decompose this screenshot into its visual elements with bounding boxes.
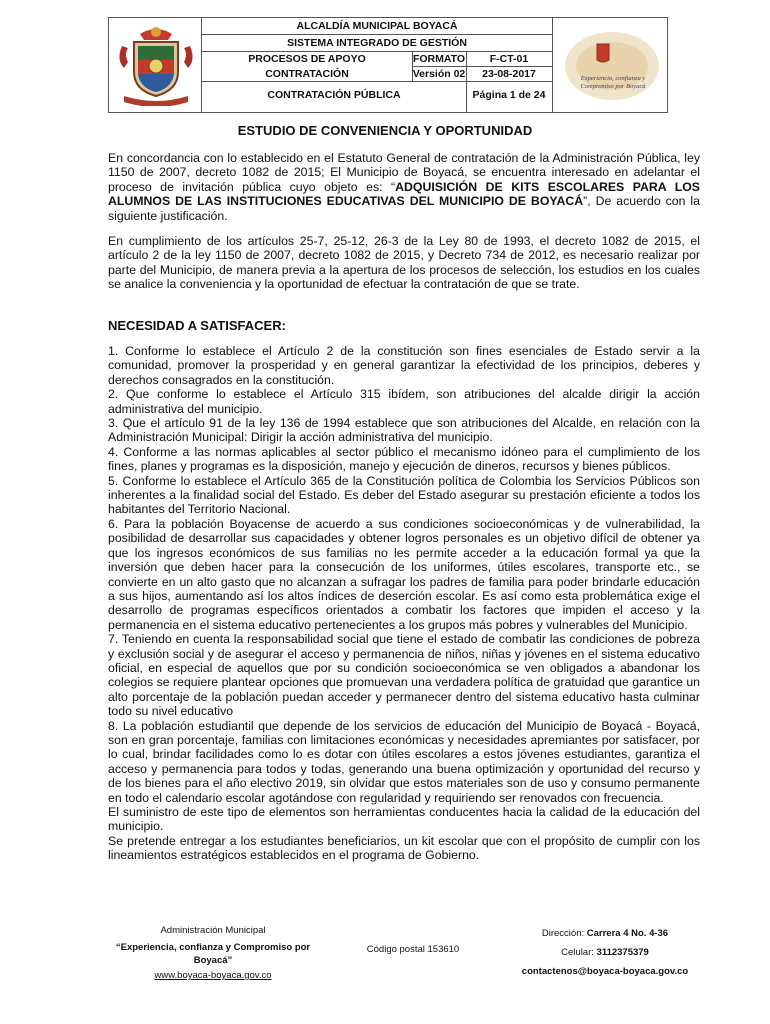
subarea-label: CONTRATACIÓN PÚBLICA	[267, 89, 401, 101]
intro-paragraph	[108, 151, 700, 223]
footer-email[interactable]: contactenos@boyaca-boyaca.gov.co	[521, 966, 689, 977]
header-table	[201, 18, 553, 112]
footer-address	[510, 924, 700, 943]
process-label: PROCESOS DE APOYO	[248, 53, 366, 65]
address-label: Dirección:	[541, 928, 587, 939]
address-value: Carrera 4 No. 4-36	[586, 928, 669, 939]
format-date: 23-08-2017	[482, 68, 536, 80]
system-name: SISTEMA INTEGRADO DE GESTIÓN	[287, 37, 467, 49]
intro-text-end: ”, De acuerdo con la siguiente justificación.	[108, 194, 700, 223]
area-label: CONTRATACIÓN	[265, 68, 349, 80]
legal-paragraph: En cumplimiento de los artículos 25-7, 25-12, 26-3 de la Ley 80 de 1993, el decreto 1082 de 2015, el artículo 2 de la ley 1150 de 2007, decreto 1082 de 2015, y Decreto 734 de 2012, es necesario realizar por parte del Municipio, de manera previa a la apertura de los procesos de selección, los estudios en los cuales se analice la conveniencia y la oportunidad de efectuar la contratación de que se trate.	[108, 234, 700, 292]
list-item: Se pretende entregar a los estudiantes beneficiarios, un kit escolar que con el propósito de cumplir con los lineamientos estratégicos establecidos en el programa de Gobierno.	[108, 833, 700, 863]
list-item: 6. Para la población Boyacense de acuerdo a sus condiciones socioeconómicas y de vulnerabilidad, la posibilidad de desarrollar sus capacidades y obtener logros personales es un objetivo difícil de obtener ya que los ingresos económicos de sus familias no les permite acceder a la educación formal ya que la inversión que deben hacer para la consecución de los uniformes, útiles escolares, transporte etc., se convierte en un alto gasto que no alcanzan a sufragar los padres de familia para poder brindarle educación a sus hijos, aumentando así los altos índices de deserción escolar. Es así como esta problemática exige el desarrollo de programas específicos orientados a combatir los factores que impiden el acceso y la permanencia en el sistema educativo pertenecientes a los grupos más pobres y vulnerables del Municipio.	[108, 516, 700, 632]
version-label: Versión 02	[412, 68, 466, 80]
logo-slogan-line2: Compromiso por Boyacá	[580, 83, 646, 90]
list-item: 7. Teniendo en cuenta la responsabilidad social que tiene el estado de combatir las condiciones de pobreza y exclusión social y de asegurar el acceso y permanencia de niños, niñas y jóvenes en el sistema educativo oficial, en especial de aquellos que por su condición socioeconómica se ven obligados a abandonar los colegios se requiere plantear opciones que promuevan una verdadera política de gratuidad que garantice un alto porcentaje de la población puedan acceder y permanecer dentro del sistema educativo hasta culminar todo su nivel educativo	[108, 632, 700, 719]
section-title: NECESIDAD A SATISFACER:	[108, 318, 286, 333]
footer-website-link[interactable]: www.boyaca-boyaca.gov.co	[154, 970, 272, 981]
footer-left	[108, 924, 318, 982]
list-item: 3. Que el artículo 91 de la ley 136 de 1994 establece que son atribuciones del Alcalde, en relación con la Administración Municipal: Dirigir la acción administrativa del municipio.	[108, 416, 700, 445]
document-footer	[108, 924, 700, 984]
list-item: 1. Conforme lo establece el Artículo 2 de la constitución son fines esenciales de Estado servir a la comunidad, promover la prosperidad y en general garantizar la efectividad de los principios, deberes y derechos consagrados en la constitución.	[108, 344, 700, 387]
phone-label: Celular:	[561, 947, 597, 958]
phone-value: 3112375379	[596, 947, 649, 958]
contract-object: ADQUISICIÓN DE KITS ESCOLARES PARA LOS ALUMNOS DE LAS INSTITUCIONES EDUCATIVAS DEL MUNICIPIO DE BOYACÁ	[108, 179, 700, 209]
coat-of-arms-logo	[114, 24, 198, 106]
format-code: F-CT-01	[489, 53, 529, 65]
list-item: El suministro de este tipo de elementos son herramientas conducentes hacia la calidad de la educación del municipio.	[108, 805, 700, 834]
footer-phone	[510, 943, 700, 962]
municipal-slogan-logo	[563, 28, 661, 104]
org-name: ALCALDÍA MUNICIPAL BOYACÁ	[296, 20, 458, 32]
page-number: Página 1 de 24	[472, 89, 546, 101]
format-label: FORMATO	[412, 53, 466, 65]
footer-right	[510, 924, 700, 981]
list-item: 4. Conforme a las normas aplicables al sector público el mecanismo idóneo para el cumplimiento de los fines, planes y programas es la disposición, manejo y ejecución de dineros, recursos y bienes públicos.	[108, 444, 700, 474]
logo-slogan-line1: Experiencia, confianza y	[580, 75, 646, 82]
list-item: 2. Que conforme lo establece el Artículo 315 ibídem, son atribuciones del alcalde dirigir la acción administrativa del municipio.	[108, 387, 700, 416]
intro-text-start: En concordancia con lo establecido en el Estatuto General de contratación de la Administración Pública, ley 1150 de 2007, decreto 1082 de 2015; El Municipio de Boyacá, se encuentra interesado en adelantar el proceso de invitación pública cuyo objeto es: “	[108, 151, 700, 194]
footer-admin: Administración Municipal	[160, 925, 266, 936]
footer-slogan: “Experiencia, confianza y Compromiso por Boyacá”	[115, 942, 311, 966]
list-item: 8. La población estudiantil que depende de los servicios de educación del Municipio de Boyacá - Boyacá, son en gran porcentaje, familias con limitaciones económicas y necesidades apremiantes por satisfacer, por lo cual, brindar facilidades como lo es dotar con útiles escolares a estos jóvenes estudiantes, garantiza el acceso y permanencia para todos y todas, generando una buena optimización y oportunidad del recurso y de los bienes para el año electivo 2019, sin olvidar que estos materiales son de uso y consumo permanente en todo el calendario escolar agotándose con regularidad y requiriendo ser renovados con frecuencia.	[108, 718, 700, 805]
needs-list	[108, 344, 700, 863]
document-title: ESTUDIO DE CONVENIENCIA Y OPORTUNIDAD	[237, 123, 533, 138]
list-item: 5. Conforme lo establece el Artículo 365 de la Constitución política de Colombia los Servicios Públicos son inherentes a la finalidad social del Estado. Es deber del Estado asegurar su prestación eficiente a todos los habitantes del Territorio Nacional.	[108, 473, 700, 517]
document-header	[108, 17, 668, 113]
footer-postal-code: Código postal 153610	[366, 944, 460, 955]
